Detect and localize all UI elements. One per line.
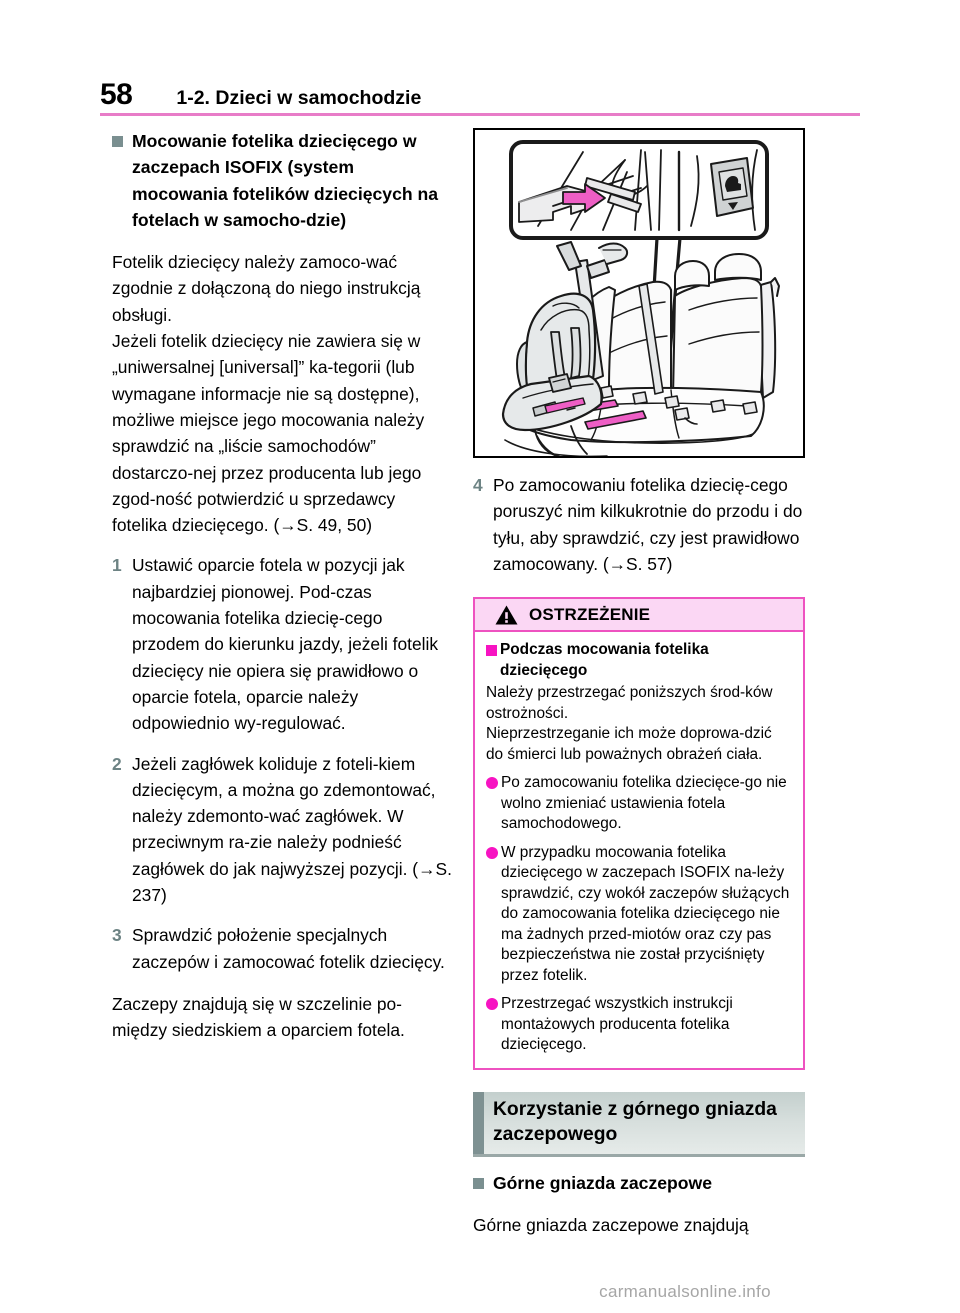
right-column (473, 128, 813, 1238)
warning-triangle-icon (495, 605, 518, 625)
square-bullet-icon (112, 136, 123, 147)
step-number: 4 (473, 475, 483, 495)
warning-header (475, 599, 803, 632)
header-divider (100, 113, 860, 116)
dot-bullet-icon (486, 847, 498, 859)
warning-list-item (486, 994, 793, 1056)
warning-item-text: W przypadku mocowania fotelika dziecięcego w zaczepach ISOFIX na-leży sprawdzić, czy wokół zaczepów służących do zamocowania fotelika dziecięcego nie ma żadnych przed-miotów oraz czy pas bezpieczeństwa nie został przyciśnięty przez fotelik. (501, 843, 790, 984)
warning-subtitle (486, 640, 793, 681)
left-column (112, 128, 452, 1044)
step-number: 2 (112, 753, 122, 774)
warning-list-item (486, 843, 793, 987)
warning-subtitle-label: Podczas mocowania fotelika dziecięcego (500, 641, 709, 679)
warning-item-text: Po zamocowaniu fotelika dziecięce-go nie wolno zmieniać ustawienia fotela samochodowego. (501, 774, 787, 833)
section-heading-isofix (112, 128, 452, 233)
warning-paragraph: Nieprzestrzeganie ich może doprowa-dzić do śmierci lub poważnych obrażeń ciała. (486, 725, 772, 763)
dot-bullet-icon (486, 777, 498, 789)
step-item (112, 751, 452, 909)
step-number: 3 (112, 925, 122, 946)
square-bullet-icon (473, 1178, 484, 1189)
watermark-text: carmanualsonline.info (599, 1282, 771, 1301)
step-item (112, 552, 452, 736)
page-number: 58 (100, 78, 133, 111)
section-band-accent (473, 1092, 484, 1154)
intro-paragraph-1: Fotelik dziecięcy należy zamoco-wać zgodnie z dołączoną do niego instrukcją obsługi. (112, 252, 421, 325)
step-number: 1 (112, 555, 122, 576)
closing-paragraph: Zaczepy znajdują się w szczelinie po-między siedziskiem a oparciem fotela. (112, 993, 405, 1041)
warning-paragraph: Należy przestrzegać poniższych środ-ków ostrożności. (486, 684, 773, 722)
page-title: 1-2. Dzieci w samochodzie (176, 86, 422, 109)
warning-item-text: Przestrzegać wszystkich instrukcji montażowych producenta fotelika dziecięcego. (501, 995, 733, 1054)
sub-heading-top-tether (473, 1170, 813, 1196)
warning-box (473, 597, 805, 1070)
intro-paragraph-2: Jeżeli fotelik dziecięcy nie zawiera się w „uniwersalnej [universal]” ka-tegorii (lub wymagane informacje nie są dostępne), możliwe miejsce jego mocowania należy sprawdzić na „liście samochodów” dostarczo-nej przez producenta lub jego zgod-ność potwierdzić u sprzedawcy fotelika dziecięcego. (→S. 49, 50) (112, 331, 425, 536)
footer-watermark (0, 1282, 960, 1302)
section-band (473, 1092, 805, 1154)
step-text: Ustawić oparcie fotela w pozycji jak najbardziej pionowej. Pod-czas mocowania fotelika dziecię-cego przodem do kierunku jazdy, jeżeli fotelik dziecięcy nie opiera się prawidłowo o oparcie fotela, oparcie należy odpowiednio wy-regulować. (132, 555, 439, 734)
section-heading-label: Mocowanie fotelika dziecięcego w zaczepach ISOFIX (system mocowania fotelików dziecięcych na fotelach w samocho-dzie) (132, 131, 439, 230)
dot-bullet-icon (486, 998, 498, 1010)
step-text: Jeżeli zagłówek koliduje z foteli-kiem dziecięcym, a można go zdemontować, należy zdemonto-wać zagłówek. W przeciwnym ra-zie należy podnieść zagłówek do jak najwyższej pozycji. (→S. 237) (132, 753, 452, 906)
section-band-title: Korzystanie z górnego gniazda zaczepowego (493, 1098, 777, 1145)
illustration-rear-seat-isofix (473, 128, 805, 458)
step-item (112, 922, 452, 975)
square-bullet-icon (486, 645, 497, 656)
step-text: Po zamocowaniu fotelika dziecię-cego poruszyć nim kilkukrotnie do przodu i do tyłu, aby sprawdzić, czy jest prawidłowo zamocowany. (→S. 57) (493, 475, 803, 574)
warning-title: OSTRZEŻENIE (529, 604, 651, 624)
sub-paragraph: Górne gniazda zaczepowe znajdują (473, 1214, 749, 1235)
warning-body (475, 632, 803, 1068)
page-header (100, 68, 860, 110)
step-item (473, 472, 813, 577)
step-text: Sprawdzić położenie specjalnych zaczepów i zamocować fotelik dziecięcy. (132, 925, 445, 972)
section-band-shadow (473, 1154, 805, 1157)
warning-list-item (486, 773, 793, 835)
sub-heading-label: Górne gniazda zaczepowe (493, 1172, 712, 1193)
